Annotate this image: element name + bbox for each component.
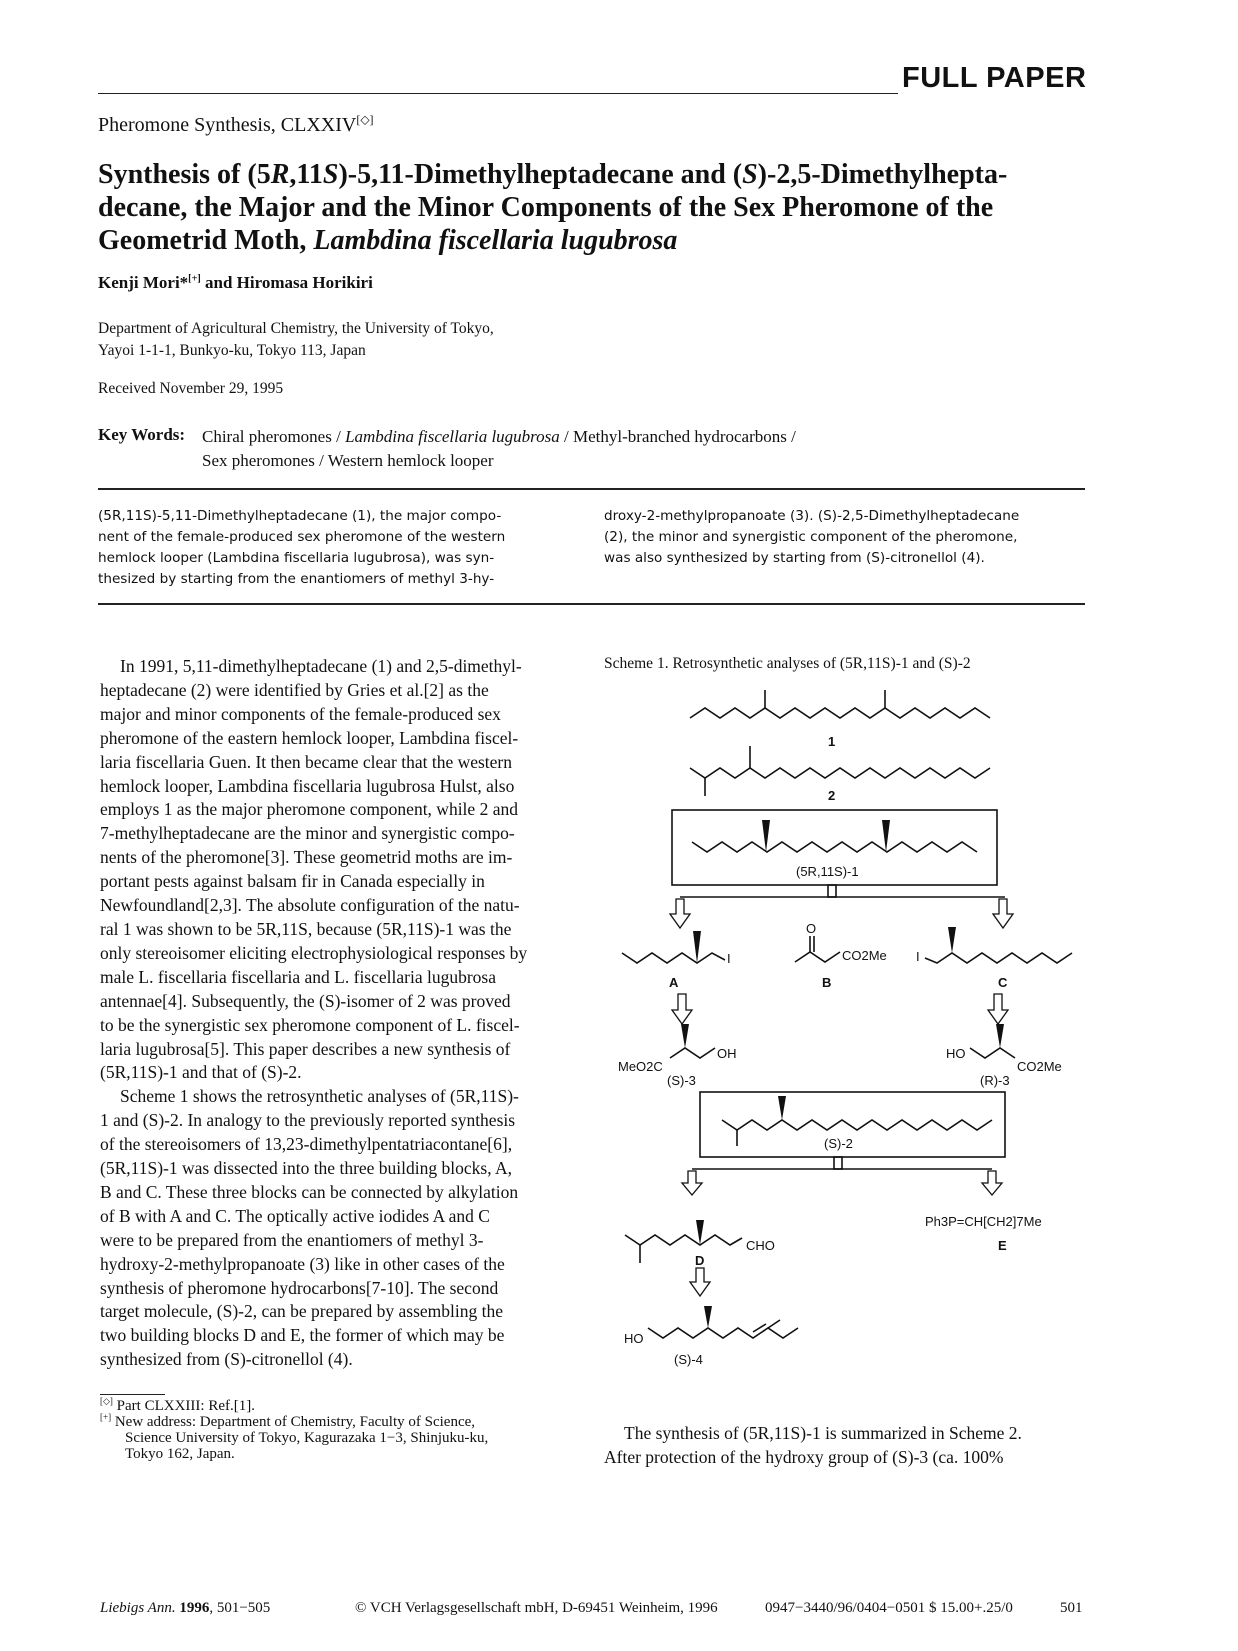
- affiliation: [98, 318, 698, 362]
- body-line: 1 and (S)-2. In analogy to the previously reported synthesis: [100, 1110, 516, 1131]
- ester-r3-label: CO2Me: [1017, 1059, 1062, 1074]
- target-1-chain: [692, 842, 977, 852]
- abstract-line: droxy-2-methylpropanoate (3). (S)-2,5-Dimethylheptadecane: [604, 508, 1020, 524]
- fragment-A-chain: [622, 953, 725, 963]
- body-line: major and minor components of the female-produced sex: [100, 703, 501, 724]
- body-line: to be the synergistic sex pheromone component of L. fiscel-: [100, 1014, 520, 1035]
- paper-title: [98, 158, 1098, 257]
- keyword: / Methyl-branched hydrocarbons /: [559, 427, 796, 446]
- footer-publisher: © VCH Verlagsgesellschaft mbH, D-69451 Weinheim, 1996: [355, 1600, 718, 1616]
- body-line: The synthesis of (5R,11S)-1 is summarized in Scheme 2.: [624, 1423, 1022, 1443]
- compound-label-1: 1: [828, 734, 836, 749]
- page-number: 501: [1060, 1600, 1083, 1616]
- title-line-2: decane, the Major and the Minor Components of the Sex Pheromone of the: [98, 192, 994, 223]
- received-date: Received November 29, 1995: [98, 380, 284, 397]
- footnote-mark: [+]: [100, 1412, 112, 1422]
- body-line: two building blocks D and E, the former of which may be: [100, 1325, 505, 1346]
- footer-issn: 0947−3440/96/0404−0501 $ 15.00+.25/0: [765, 1600, 1013, 1616]
- title-line-1: [98, 158, 1098, 191]
- author-mark: [+]: [188, 273, 201, 285]
- series-title: [98, 114, 374, 137]
- author-1: Kenji Mori*: [98, 273, 189, 292]
- body-line: After protection of the hydroxy group of (S)-3 (ca. 100%: [604, 1446, 1004, 1467]
- abstract-right: [604, 506, 1086, 569]
- title-italic: R: [270, 159, 290, 190]
- body-line: synthesized from (S)-citronellol (4).: [100, 1349, 353, 1370]
- body-line: heptadecane (2) were identified by Gries et al.[2] as the: [100, 679, 489, 700]
- s4-chain: [648, 1328, 798, 1338]
- wittig-reagent-label: Ph3P=CH[CH2]7Me: [925, 1214, 1042, 1229]
- footnote-1: [100, 1398, 580, 1414]
- body-line: of the stereoisomers of 13,23-dimethylpentatriacontane[6],: [100, 1134, 513, 1155]
- iodide-C-label: I: [916, 949, 920, 964]
- body-line: target molecule, (S)-2, can be prepared by assembling the: [100, 1301, 504, 1322]
- body-line: ral 1 was shown to be 5R,11S, because (5R,11S)-1 was the: [100, 918, 512, 939]
- body-line: synthesis of pheromone hydrocarbons[7-10]. The second: [100, 1277, 499, 1298]
- s4-methyl: [768, 1320, 780, 1328]
- wedge-bond: [704, 1306, 712, 1328]
- iodide-A-label: I: [727, 951, 731, 966]
- hydroxy-s3-label: OH: [717, 1046, 737, 1061]
- body-right-column: [604, 1422, 1088, 1470]
- fragment-label-C: C: [998, 975, 1008, 990]
- body-line: only stereoisomer eliciting electrophysiological responses by: [100, 942, 528, 963]
- body-line: nents of the pheromone[3]. These geometrid moths are im-: [100, 847, 513, 868]
- r3-label: (R)-3: [980, 1073, 1010, 1088]
- s3-label: (S)-3: [667, 1073, 696, 1088]
- title-species: Lambdina fiscellaria lugubrosa: [313, 225, 678, 256]
- footnote-rule: [100, 1394, 165, 1395]
- title-part: ,11: [289, 159, 323, 190]
- target-1-label: (5R,11S)-1: [796, 864, 859, 879]
- body-line: employs 1 as the major pheromone component, while 2 and: [100, 799, 518, 820]
- retro-arrow-icon: [682, 1171, 702, 1195]
- journal-pages: , 501−505: [209, 1600, 271, 1616]
- body-line: portant pests against balsam fir in Canada especially in: [100, 871, 485, 892]
- ester-s3-label: MeO2C: [618, 1059, 663, 1074]
- fragment-label-D: D: [695, 1253, 705, 1268]
- keywords-line-2: Sex pheromones / Western hemlock looper: [202, 451, 494, 470]
- retro-arrow-icon: [993, 899, 1013, 928]
- abstract-line: hemlock looper (Lambdina fiscellaria lugubrosa), was syn-: [98, 550, 495, 566]
- authors: [98, 273, 373, 293]
- keyword-species: Lambdina fiscellaria lugubrosa: [345, 427, 560, 446]
- disconnect-square: [834, 1157, 842, 1169]
- abstract-line: (5R,11S)-5,11-Dimethylheptadecane (1), the major compo-: [98, 508, 502, 524]
- wedge-bond: [948, 927, 956, 953]
- body-line: antennae[4]. Subsequently, the (S)-isomer of 2 was proved: [100, 990, 511, 1011]
- body-line: hemlock looper, Lambdina fiscellaria lugubrosa Hulst, also: [100, 775, 515, 796]
- title-italic: S: [322, 159, 339, 190]
- body-left-column: [100, 655, 579, 1372]
- fragment-D-chain: [625, 1235, 742, 1245]
- header-rule: [98, 93, 898, 94]
- keywords-line-1: [202, 425, 1102, 449]
- series-text: Pheromone Synthesis, CLXXIV: [98, 114, 357, 136]
- hydroxy-s4-label: HO: [624, 1331, 644, 1346]
- wedge-bond: [681, 1024, 689, 1048]
- disconnect-square: [828, 885, 836, 897]
- keywords-label: Key Words:: [98, 425, 186, 444]
- footnote-text: Tokyo 162, Japan.: [125, 1446, 235, 1462]
- title-part: )-2,5-Dimethylhepta-: [757, 159, 1008, 190]
- body-line: B and C. These three blocks can be connected by alkylation: [100, 1181, 519, 1202]
- section-label: FULL PAPER: [902, 62, 1087, 94]
- keyword: Chiral pheromones /: [202, 427, 346, 446]
- footnote-mark: [◇]: [100, 1396, 113, 1406]
- body-line: laria fiscellaria Guen. It then became clear that the western: [100, 751, 513, 772]
- ester-B-label: CO2Me: [842, 948, 887, 963]
- compound-2-chain: [690, 768, 990, 778]
- abstract-line: (2), the minor and synergistic component of the pheromone,: [604, 529, 1018, 545]
- wedge-bond: [696, 1220, 704, 1245]
- target-2-label: (S)-2: [824, 1136, 853, 1151]
- footnote-text: New address: Department of Chemistry, Faculty of Science,: [114, 1414, 476, 1430]
- title-italic: S: [742, 159, 758, 190]
- abstract-bottom-rule: [98, 603, 1085, 605]
- affiliation-line: Yayoi 1-1-1, Bunkyo-ku, Tokyo 113, Japan: [98, 342, 366, 359]
- footnote-text: Science University of Tokyo, Kagurazaka 1−3, Shinjuku-ku,: [125, 1430, 489, 1446]
- retro-arrow-icon: [690, 1268, 710, 1296]
- r3-chain: [970, 1048, 1015, 1058]
- title-line-3: [98, 224, 1098, 257]
- carbonyl-O-label: O: [806, 921, 817, 936]
- fragment-label-A: A: [669, 975, 679, 990]
- body-line: of B with A and C. The optically active iodides A and C: [100, 1205, 490, 1226]
- abstract-left: [98, 506, 578, 590]
- footnote-2: [100, 1414, 580, 1430]
- compound-1-chain: [690, 708, 990, 718]
- body-line: male L. fiscellaria fiscellaria and L. fiscellaria lugubrosa: [100, 966, 496, 987]
- body-line: Scheme 1 shows the retrosynthetic analyses of (5R,11S)-: [120, 1086, 519, 1107]
- wedge-bond: [778, 1096, 786, 1120]
- series-mark: [◇]: [356, 112, 374, 127]
- body-line: 7-methylheptadecane are the minor and synergistic compo-: [100, 823, 515, 844]
- scheme-caption: Scheme 1. Retrosynthetic analyses of (5R,11S)-1 and (S)-2: [604, 655, 971, 672]
- title-part: Synthesis of (5: [98, 159, 271, 190]
- journal-name: Liebigs Ann.: [100, 1600, 176, 1616]
- abstract-line: thesized by starting from the enantiomers of methyl 3-hy-: [98, 571, 495, 587]
- wedge-bond: [996, 1024, 1004, 1048]
- body-line: were to be prepared from the enantiomers of methyl 3-: [100, 1229, 484, 1250]
- body-line: In 1991, 5,11-dimethylheptadecane (1) and 2,5-dimethyl-: [120, 656, 522, 676]
- fragment-label-B: B: [822, 975, 832, 990]
- compound-label-2: 2: [828, 788, 836, 803]
- author-2: and Hiromasa Horikiri: [200, 273, 373, 292]
- retro-arrow-icon: [672, 994, 692, 1024]
- abstract-top-rule: [98, 488, 1085, 490]
- wedge-bond: [762, 820, 770, 852]
- hydroxy-r3-label: HO: [946, 1046, 966, 1061]
- retro-arrow-icon: [988, 994, 1008, 1024]
- title-part: Geometrid Moth,: [98, 225, 314, 256]
- fragment-C-chain: [925, 953, 1072, 963]
- scheme-1-diagram: [600, 680, 1090, 1380]
- body-line: laria lugubrosa[5]. This paper describes a new synthesis of: [100, 1038, 511, 1059]
- footer-citation: [100, 1600, 270, 1617]
- abstract-line: was also synthesized by starting from (S)-citronellol (4).: [604, 550, 985, 566]
- body-line: (5R,11S)-1 and that of (S)-2.: [100, 1062, 302, 1083]
- wedge-bond: [882, 820, 890, 852]
- body-line: (5R,11S)-1 was dissected into the three building blocks, A,: [100, 1158, 513, 1179]
- aldehyde-label: CHO: [746, 1238, 775, 1253]
- journal-year: 1996: [179, 1600, 210, 1616]
- target-2-chain: [722, 1120, 992, 1130]
- retro-arrow-icon: [670, 899, 690, 928]
- footnotes: [100, 1398, 580, 1462]
- body-line: hydroxy-2-methylpropanoate (3) like in other cases of the: [100, 1253, 505, 1274]
- wedge-bond: [693, 931, 701, 963]
- body-line: pheromone of the eastern hemlock looper, Lambdina fiscel-: [100, 727, 519, 748]
- keywords: [202, 425, 1102, 473]
- retro-arrow-icon: [982, 1171, 1002, 1195]
- fragment-B-chain: [795, 952, 840, 962]
- body-line: Newfoundland[2,3]. The absolute configuration of the natu-: [100, 895, 520, 916]
- s3-chain: [670, 1048, 715, 1058]
- title-part: )-5,11-Dimethylheptadecane and (: [338, 159, 743, 190]
- fragment-label-E: E: [998, 1238, 1007, 1253]
- s4-label: (S)-4: [674, 1352, 703, 1367]
- abstract-line: nent of the female-produced sex pheromone of the western: [98, 529, 506, 545]
- footnote-text: Part CLXXIII: Ref.[1].: [116, 1398, 255, 1414]
- affiliation-line: Department of Agricultural Chemistry, the University of Tokyo,: [98, 320, 494, 337]
